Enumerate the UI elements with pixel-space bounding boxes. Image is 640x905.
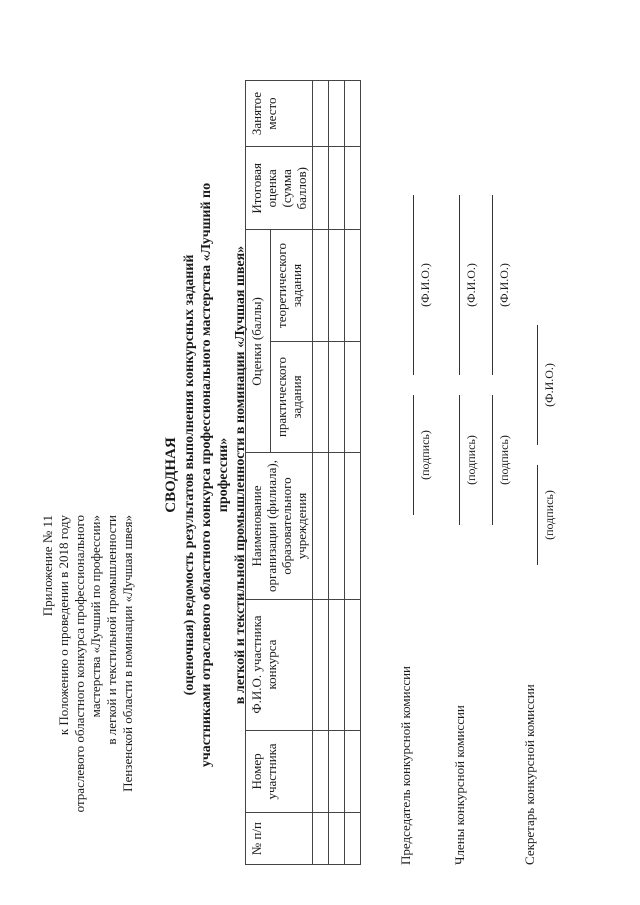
member-2-name-line <box>492 195 493 375</box>
chairman-label: Председатель конкурсной комиссии <box>398 665 413 865</box>
header-num: № п/п <box>246 813 313 865</box>
secretary-signature-caption: (подпись) <box>542 490 556 540</box>
appendix-number: Приложение № 11 <box>40 515 55 617</box>
appendix-line-4: в легкой и текстильной промышленности <box>104 515 119 745</box>
chairman-signature-line <box>413 395 414 515</box>
title-line-3: в легкой и текстильной промышленности в номинации «Лучшая швея» <box>233 245 248 705</box>
member-1-signature-caption: (подпись) <box>464 435 478 485</box>
header-theoretical: теоретического задания <box>270 230 312 341</box>
member-2-signature-caption: (подпись) <box>497 435 511 485</box>
members-label: Члены конкурсной комиссии <box>452 705 467 865</box>
header-organization: Наименование организации (филиала), образовательного учреждения <box>246 453 313 599</box>
header-place: Занятое место <box>246 81 313 147</box>
table-header-row <box>246 81 271 865</box>
title-line-1: (оценочная) ведомость результатов выполнения конкурсных заданий <box>182 254 197 696</box>
secretary-name-line <box>537 325 538 445</box>
title-main: СВОДНАЯ <box>163 437 179 513</box>
appendix-header <box>40 515 136 895</box>
table-row <box>313 81 329 865</box>
secretary-label: Секретарь конкурсной комиссии <box>522 684 537 865</box>
member-1-name-line <box>459 195 460 375</box>
member-2-signature-line <box>492 395 493 525</box>
header-fio: Ф.И.О. участника конкурса <box>246 599 313 730</box>
header-practical: практического задания <box>270 341 312 453</box>
table-row <box>329 81 345 865</box>
results-table <box>245 80 361 865</box>
appendix-line-2: отраслевого областного конкурса профессионального <box>72 515 87 813</box>
chairman-name-caption: (Ф.И.О.) <box>418 263 432 307</box>
header-scores: Оценки (баллы) <box>246 230 271 453</box>
appendix-line-3: мастерства «Лучший по профессии» <box>88 515 103 718</box>
document-title <box>162 155 249 795</box>
appendix-line-1: к Положению о проведении в 2018 году <box>56 515 71 736</box>
appendix-line-5: Пензенской области в номинации «Лучшая швея» <box>120 515 135 792</box>
chairman-name-line <box>413 195 414 375</box>
title-line-2: участниками отраслевого областного конкурса профессионального мастерства «Лучший по профессии» <box>199 182 231 768</box>
chairman-signature-caption: (подпись) <box>418 430 432 480</box>
table-row <box>345 81 361 865</box>
member-1-signature-line <box>459 395 460 525</box>
secretary-signature-line <box>537 465 538 565</box>
secretary-name-caption: (Ф.И.О.) <box>542 363 556 407</box>
member-1-name-caption: (Ф.И.О.) <box>464 263 478 307</box>
header-participant-number: Номер участника <box>246 730 313 813</box>
member-2-name-caption: (Ф.И.О.) <box>497 263 511 307</box>
header-total: Итоговая оценка (сумма баллов) <box>246 147 313 230</box>
